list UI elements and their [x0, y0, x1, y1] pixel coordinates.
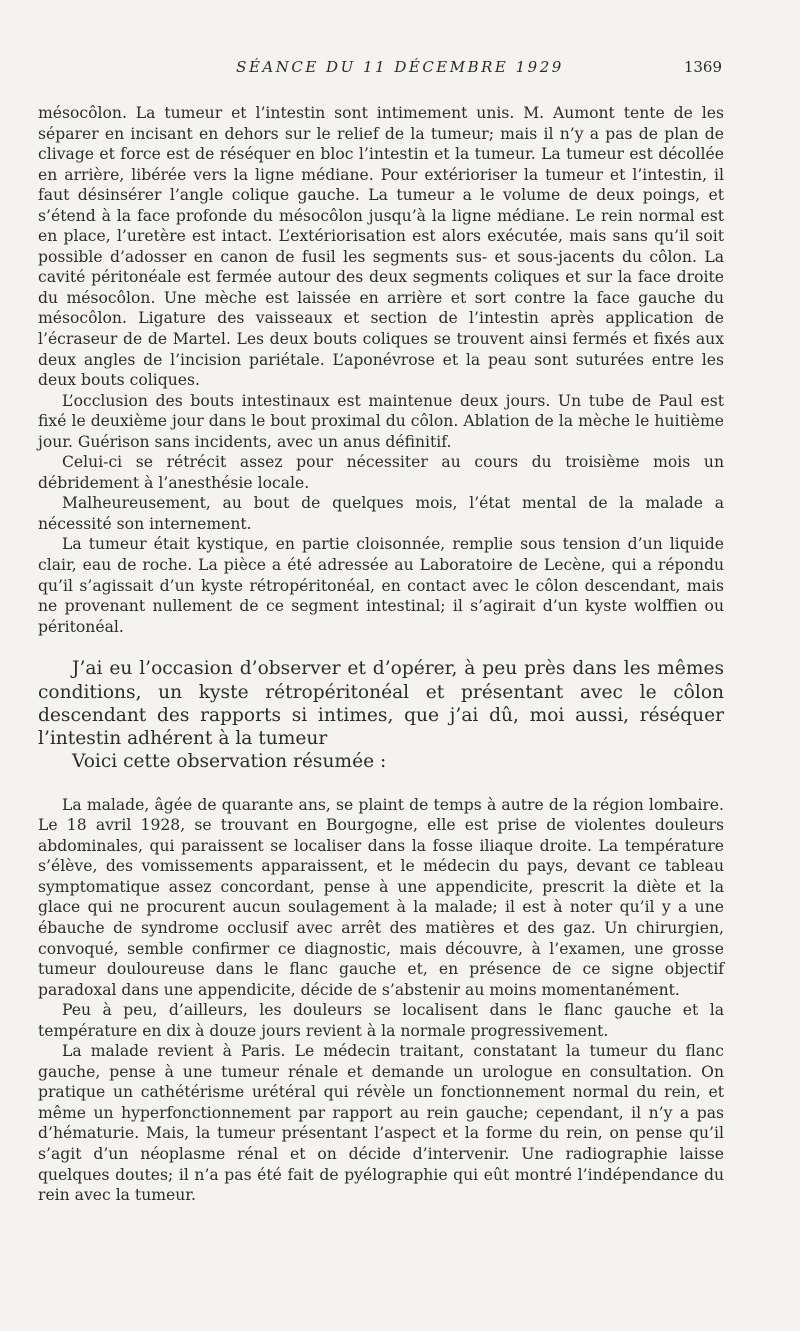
- paragraph: La malade, âgée de quarante ans, se plaint de temps à autre de la région lombaire. Le 18 avril 1928, se trouvant en Bourgogne, elle est prise de violentes douleurs abdominales, qui paraissent se localiser dans la fosse iliaque droite. La température s’élève, des vomissements apparaissent, et le médecin du pays, devant ce tableau symptomatique assez concordant, pense à une appendicite, prescrit la diète et la glace qui ne procurent aucun soulagement à la malade; il est à noter qu’il y a une ébauche de syndrome occlusif avec arrêt des matières et des gaz. Un chirurgien, convoqué, semble confirmer ce diagnostic, mais découvre, à l’examen, une grosse tumeur douloureuse dans le flanc gauche et, en présence de ce signe objectif paradoxal dans une appendicite, décide de s’abstenir au moins momentanément.: [38, 795, 724, 999]
- body-text: [38, 103, 724, 1206]
- paragraph-large: Voici cette observation résumée :: [72, 751, 387, 773]
- running-title: SÉANCE DU 11 DÉCEMBRE 1929: [236, 58, 564, 76]
- paragraph: Peu à peu, d’ailleurs, les douleurs se localisent dans le flanc gauche et la température en dix à douze jours revient à la normale progressivement.: [38, 1001, 724, 1040]
- page-number: 1369: [683, 58, 722, 76]
- paragraph-continuation: mésocôlon. La tumeur et l’intestin sont intimement unis. M. Aumont tente de les séparer en incisant en dehors sur le relief de la tumeur; mais il n’y a pas de plan de clivage et force est de réséquer en bloc l’intestin et la tumeur. La tumeur est décollée en arrière, libérée vers la ligne médiane. Pour extérioriser la tumeur et l’intestin, il faut désinsérer l’angle colique gauche. La tumeur a le volume de deux poings, et s’étend à la face profonde du mésocôlon jusqu’à la ligne médiane. Le rein normal est en place, l’uretère est intact. L’extériorisation est alors exécutée, mais sans qu’il soit possible d’adosser en canon de fusil les segments sus- et sous-jacents du côlon. La cavité péritonéale est fermée autour des deux segments coliques et sur la face droite du mésocôlon. Une mèche est laissée en arrière et sort contre la face gauche du mésocôlon. Ligature des vaisseaux et section de l’intestin après application de l’écraseur de de Martel. Les deux bouts coliques se trouvent ainsi fermés et fixés aux deux angles de l’incision pariétale. L’aponévrose et la peau sont suturées entre les deux bouts coliques.: [38, 104, 724, 390]
- running-head: [0, 58, 800, 82]
- paragraph: Celui-ci se rétrécit assez pour nécessiter au cours du troisième mois un débridement à l’anesthésie locale.: [38, 453, 724, 492]
- paragraph: La tumeur était kystique, en partie cloisonnée, remplie sous tension d’un liquide clair, eau de roche. La pièce a été adressée au Laboratoire de Lecène, qui a répondu qu’il s’agissait d’un kyste rétropéritonéal, en contact avec le côlon descendant, mais ne provenant nullement de ce segment intestinal; il s’agirait d’un kyste wolffien ou péritonéal.: [38, 535, 724, 636]
- paragraph: Malheureusement, au bout de quelques mois, l’état mental de la malade a nécessité son internement.: [38, 494, 724, 533]
- paragraph: La malade revient à Paris. Le médecin traitant, constatant la tumeur du flanc gauche, pense à une tumeur rénale et demande un urologue en consultation. On pratique un cathétérisme urétéral qui révèle un fonctionnement normal du rein, et même un hyperfonctionnement par rapport au rein gauche; cependant, il n’y a pas d’hématurie. Mais, la tumeur présentant l’aspect et la forme du rein, on pense qu’il s’agit d’un néoplasme rénal et on décide d’intervenir. Une radiographie laisse quelques doutes; il n’a pas été fait de pyélographie qui eût montré l’indépendance du rein avec la tumeur.: [38, 1042, 724, 1205]
- paragraph-large: J’ai eu l’occasion d’observer et d’opérer, à peu près dans les mêmes conditions, un kyste rétropéritonéal et présentant avec le côlon descendant des rapports si intimes, que j’ai dû, moi aussi, réséquer l’intestin adhérent à la tumeur: [38, 658, 724, 750]
- paragraph: L’occlusion des bouts intestinaux est maintenue deux jours. Un tube de Paul est fixé le deuxième jour dans le bout proximal du côlon. Ablation de la mèche le huitième jour. Guérison sans incidents, avec un anus définitif.: [38, 391, 724, 451]
